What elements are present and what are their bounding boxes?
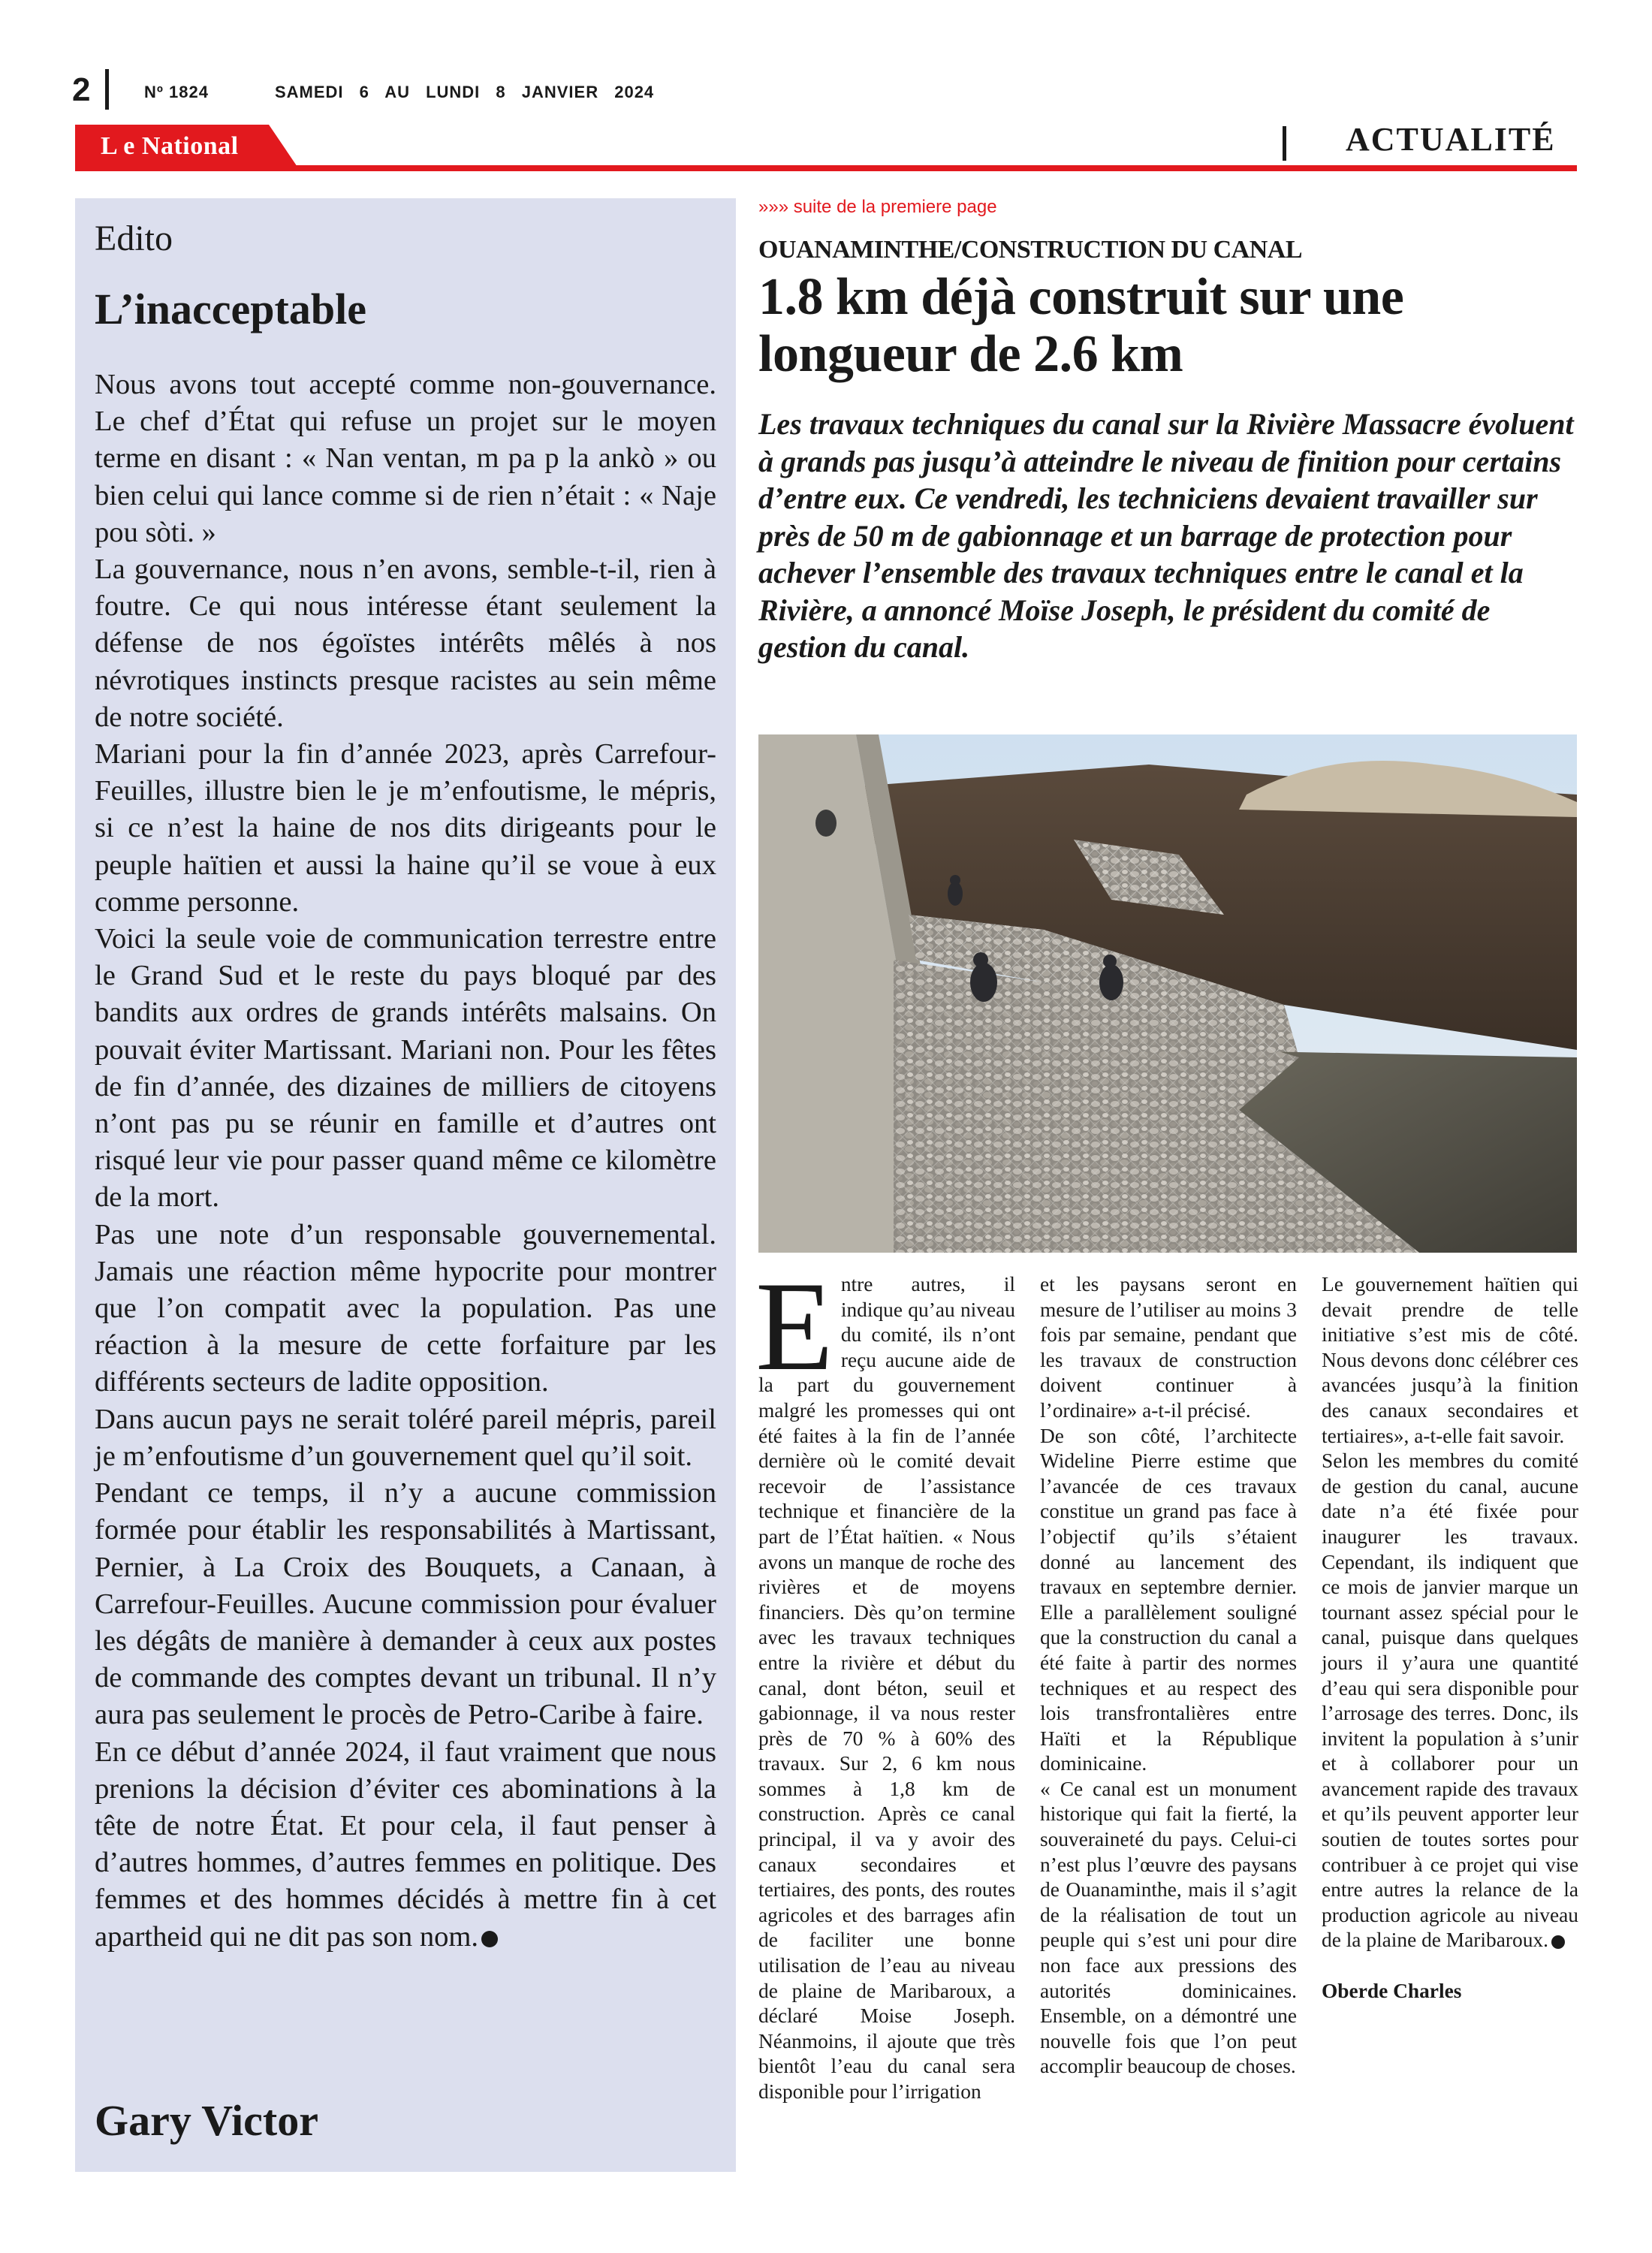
edito-paragraph: Mariani pour la fin d’année 2023, après Carrefour-Feuilles, illustre bien le je m’enfoutisme, le mépris, si ce n’est la haine de nos dits dirigeants pour le peuple haïtien et aussi la haine qu’il se voue à eux comme personne. (95, 738, 716, 918)
article-byline: Oberde Charles (1322, 1980, 1462, 2003)
brand-name: L e National (101, 132, 239, 160)
article-kicker: OUANAMINTHE/CONSTRUCTION DU CANAL (758, 236, 1302, 264)
page-number: 2 (72, 71, 91, 108)
article-photo (758, 734, 1577, 1253)
article-standfirst: Les travaux techniques du canal sur la Rivière Massacre évoluent à grands pas jusqu’à atteindre le niveau de finition pour certains d’entre eux. Ce vendredi, les techniciens devaient travailler sur près de 50 m de gabionnage et un barrage de protection pour achever l’ensemble des travaux techniques entre le canal et la Rivière, a annoncé Moïse Joseph, le président du comité de gestion du canal. (758, 407, 1574, 664)
section-name: ACTUALITÉ (1346, 121, 1556, 158)
article-paragraph: « Ce canal est un monument historique qui fait la fierté, la souveraineté du pays. Celui-ci n’est plus l’œuvre des paysans de Ouanaminthe, mais il s’agit de la réalisation de tout un peuple qui s’est uni pour dire non face aux pressions des autorités dominicaines. Ensemble, on a démontré une nouvelle fois que l’on peut accomplir beaucoup de choses. (1040, 1777, 1297, 2078)
edito-author: Gary Victor (95, 2096, 318, 2145)
article-paragraph: Le gouvernement haïtien qui devait prendre de telle initiative s’est mis de côté. Nous devons donc célébrer ces avancées jusqu’à la finition des canaux secondaires et tertiaires», a-t-elle fait savoir. (1322, 1273, 1578, 1447)
article-column-1 (755, 1256, 1015, 2105)
article-paragraph: et les paysans seront en mesure de l’utiliser au moins 3 fois par semaine, pendant que les travaux de construction doivent continuer à l’ordinaire» a-t-il précisé. (1040, 1273, 1297, 1422)
page-number-divider (105, 69, 109, 110)
end-mark-icon (1551, 1935, 1565, 1949)
edito-paragraph: Pas une note d’un responsable gouvernemental. Jamais une réaction même hypocrite pour montrer que l’on compatit avec la population. Pas une réaction à la mesure de cette forfaiture par les différents secteurs de ladite opposition. (95, 1218, 716, 1398)
article-paragraph-text: Selon les membres du comité de gestion du canal, aucune date n’a été fixée pour inaugurer les travaux. Cependant, ils indiquent que ce mois de janvier marque un tournant assez spécial pour le canal, puisque dans quelques jours il y’aura une quantité d’eau qui sera disponible pour l’arrosage des terres. Donc, ils invitent la population à s’unir et à collaborer pour un avancement rapide des travaux et qu’ils peuvent apporter leur soutien de toutes sortes pour contribuer à ce projet qui vise entre autres la relance de la production agricole au niveau de la plaine de Maribaroux. (1322, 1449, 1578, 1952)
article-paragraph (755, 1256, 1015, 2105)
article-column-3 (1322, 1272, 1578, 2004)
edito-paragraph: Nous avons tout accepté comme non-gouvernance. Le chef d’État qui refuse un projet sur le moyen terme en disant : « Nan ventan, m pa p la ankò » ou bien celui qui lance comme si de rien n’était : « Naje pou sòti. » (95, 369, 716, 548)
article-paragraph (1322, 1449, 1578, 1953)
edito-body (95, 366, 716, 1956)
article-paragraph-text: ntre autres, il indique qu’au niveau du comité, ils n’ont reçu aucune aide de la part du gouvernement malgré les promesses qui ont été faites à la fin de l’année dernière où le comité devait recevoir de l’assistance technique et financière de la part de l’État haïtien. « Nous avons un manque de roche des rivières et de moyens financiers. Dès qu’on termine avec les travaux techniques entre la rivière et début du canal, dont béton, seuil et gabionnage, il va nous rester près de 70 % à 60% des travaux. Sur 2, 6 km nous sommes à 1,8 km de construction. Après ce canal principal, il va y avoir des canaux secondaires et tertiaires, des ponts, des routes agricoles et des barrages afin de faciliter une bonne utilisation de l’eau au niveau de plaine de Maribaroux, a déclaré Moise Joseph. Néanmoins, il ajoute que très bientôt l’eau du canal sera disponible pour l’irrigation (758, 1273, 1015, 2103)
edito-kicker: Edito (95, 219, 173, 258)
issue-info (144, 83, 654, 102)
edito-paragraph (95, 1734, 716, 1956)
edito-paragraph: Dans aucun pays ne serait toléré pareil mépris, pareil je m’enfoutisme d’un gouvernement quel qu’il soit. (95, 1403, 716, 1472)
article-paragraph: De son côté, l’architecte Wideline Pierre estime que l’avancée de ces travaux constitue un grand pas face à l’objectif qu’ils s’étaient donné au lancement des travaux en septembre dernier. Elle a parallèlement souligné que la construction du canal a été faite à partir des normes techniques et au respect des lois transfrontalières entre Haïti et la République dominicaine. (1040, 1424, 1297, 1775)
drop-cap: E (755, 1256, 834, 1397)
issue-number: Nº 1824 (144, 83, 209, 101)
continued-note: »»» suite de la premiere page (758, 197, 997, 217)
section-divider (1283, 126, 1286, 161)
end-mark-icon (481, 1931, 498, 1947)
edito-paragraph: La gouvernance, nous n’en avons, semble-t-il, rien à foutre. Ce qui nous intéresse étant seulement la défense de nos égoïstes intérêts mêlés à nos névrotiques instincts presque racistes au sein même de notre société. (95, 553, 716, 733)
issue-date: SAMEDI 6 AU LUNDI 8 JANVIER 2024 (274, 83, 655, 101)
edito-paragraph-text: En ce début d’année 2024, il faut vraiment que nous prenions la décision d’éviter ces abominations à la tête de notre État. Et pour cela, il faut penser à d’autres hommes, d’autres femmes en politique. Des femmes et des hommes décidés à mettre fin à cet apartheid qui ne dit pas son nom. (95, 1736, 716, 1953)
article-headline: 1.8 km déjà construit sur une longueur de 2.6 km (758, 268, 1404, 383)
edito-paragraph: Pendant ce temps, il n’y a aucune commission formée pour établir les responsabilités à Martissant, Pernier, à La Croix des Bouquets, a Canaan, à Carrefour-Feuilles. Aucune commission pour évaluer les dégâts de manière à demander à ceux aux postes de commande des comptes devant un tribunal. Il n’y aura pas seulement le procès de Petro-Caribe à faire. (95, 1477, 716, 1731)
edito-title: L’inacceptable (95, 285, 366, 333)
header-rule (75, 165, 1577, 171)
canal-construction-photo (758, 734, 1577, 1253)
edito-paragraph: Voici la seule voie de communication terrestre entre le Grand Sud et le reste du pays bloqué par des bandits aux ordres de grands intérêts malsains. On pouvait éviter Martissant. Mariani non. Pour les fêtes de fin d’année, des dizaines de milliers de citoyens n’ont pas pu se réunir en famille et d’autres ont risqué leur vie pour passer quand même ce kilomètre de la mort. (95, 923, 716, 1214)
article-column-2 (1040, 1272, 1297, 2080)
